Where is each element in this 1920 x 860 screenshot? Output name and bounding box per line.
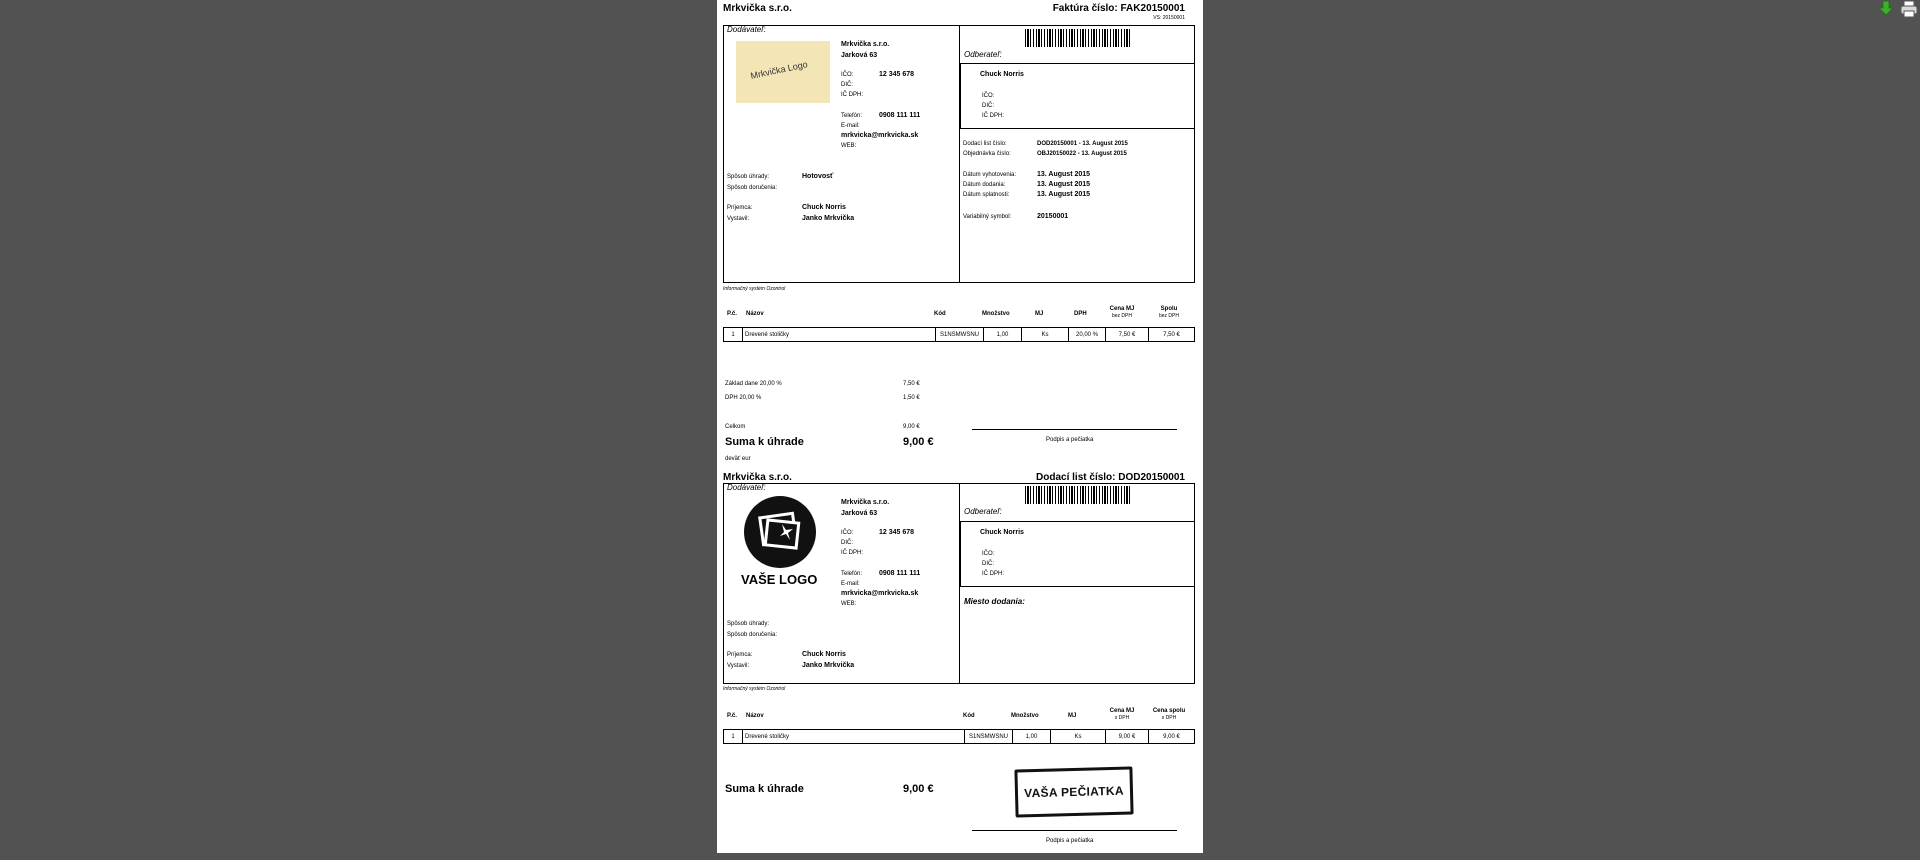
place-label: Miesto dodania: [964, 597, 1025, 606]
delivery-title: Dodací list číslo: DOD20150001 [1036, 472, 1185, 483]
issuer-label: Vystavil: [727, 216, 750, 222]
customer-name: Chuck Norris [980, 529, 1024, 536]
stamp [1014, 766, 1133, 817]
order-value: OBJ20150022 - 13. August 2015 [1037, 151, 1127, 157]
delivery-note-label: Dodací list číslo: [963, 141, 1007, 147]
cell-unit-price: 9,00 € [1105, 730, 1148, 743]
barcode [1025, 29, 1131, 47]
issuer-value: Janko Mrkvička [802, 215, 855, 222]
vs-value: 20150001 [1037, 213, 1069, 220]
cell-pc: 1 [731, 331, 735, 338]
invoice-company: Mrkvička s.r.o. [723, 3, 792, 14]
invoice-vs-small: VS: 20150001 [1153, 15, 1185, 21]
payment-value: Hotovosť [802, 173, 834, 180]
invoice-title: Faktúra číslo: FAK20150001 [1052, 3, 1185, 14]
sum-words: deväť eur [725, 456, 751, 462]
col-total: Spolu bez DPH [1158, 306, 1179, 319]
phone-label: Telefón: [841, 113, 863, 119]
cell-total: 7,50 € [1148, 328, 1194, 341]
vat-label: DPH 20,00 % [725, 395, 762, 401]
payment-label: Spôsob úhrady: [727, 621, 770, 627]
cell-vat: 20,00 % [1068, 328, 1105, 341]
col-code: Kód [963, 713, 975, 719]
receiver-value: Chuck Norris [802, 651, 846, 658]
download-icon[interactable] [1877, 0, 1895, 18]
supplier-street: Jarková 63 [841, 510, 878, 517]
cell-unit: Ks [1050, 730, 1105, 743]
col-pc: P.č. [727, 713, 737, 719]
sum-value: 9,00 € [903, 436, 934, 448]
stamp-text: VAŠA PEČIATKA [1023, 783, 1125, 801]
col-name: Názov [746, 311, 764, 317]
signature-label: Podpis a pečiatka [1046, 437, 1094, 443]
receiver-label: Príjemca: [727, 652, 753, 658]
tax-base-value: 7,50 € [903, 381, 920, 387]
cell-unit-price: 7,50 € [1105, 328, 1148, 341]
footer-note: Informačný systém Ozontrol [723, 286, 786, 292]
col-name: Názov [746, 713, 764, 719]
supplier-name: Mrkvička s.r.o. [841, 499, 890, 506]
delivery-method-label: Spôsob doručenia: [727, 632, 778, 638]
col-unit: MJ [1035, 311, 1044, 317]
print-icon[interactable] [1900, 0, 1918, 18]
cell-unit: Ks [1021, 328, 1068, 341]
cell-name: Drevené stoličky [742, 730, 964, 743]
col-pc: P.č. [727, 311, 737, 317]
col-vat: DPH [1074, 311, 1087, 317]
payment-label: Spôsob úhrady: [727, 174, 770, 180]
customer-dic-label: DIČ: [982, 561, 994, 567]
due-label: Dátum splatnosti: [963, 192, 1010, 198]
issued-value: 13. August 2015 [1037, 171, 1091, 178]
email-label: E-mail: [841, 581, 860, 587]
vs-label: Variabilný symbol: [963, 214, 1012, 220]
supplier-label: Dodávateľ: [727, 483, 766, 492]
delivery-company: Mrkvička s.r.o. [723, 472, 792, 483]
delivered-label: Dátum dodania: [963, 182, 1006, 188]
cell-name: Drevené stoličky [742, 328, 935, 341]
delivered-value: 13. August 2015 [1037, 181, 1091, 188]
email-value: mrkvicka@mrkvicka.sk [841, 590, 919, 597]
receiver-value: Chuck Norris [802, 204, 846, 211]
vat-value: 1,50 € [903, 395, 920, 401]
document-page [717, 0, 1203, 853]
customer-label: Odberateľ: [964, 507, 1002, 516]
issuer-value: Janko Mrkvička [802, 662, 855, 669]
signature-label: Podpis a pečiatka [1046, 838, 1094, 844]
customer-box [960, 63, 1195, 129]
signature-line [972, 830, 1177, 831]
ico-value: 12 345 678 [879, 71, 915, 78]
customer-icdph-label: IČ DPH: [982, 571, 1005, 577]
col-qty: Množstvo [982, 311, 1010, 317]
cell-qty: 1,00 [983, 328, 1021, 341]
phone-label: Telefón: [841, 571, 863, 577]
customer-name: Chuck Norris [980, 71, 1024, 78]
supplier-name: Mrkvička s.r.o. [841, 41, 890, 48]
camera-icon [733, 494, 827, 568]
col-unit-price: Cena MJ bez DPH [1109, 306, 1135, 319]
sum-value: 9,00 € [903, 783, 934, 795]
cell-total: 9,00 € [1148, 730, 1194, 743]
delivery-method-label: Spôsob doručenia: [727, 185, 778, 191]
total-value: 9,00 € [903, 424, 920, 430]
delivery-note-value: DOD20150001 - 13. August 2015 [1037, 141, 1128, 147]
col-unit-price: Cena MJ s DPH [1109, 708, 1135, 721]
ico-label: IČO: [841, 72, 854, 78]
email-value: mrkvicka@mrkvicka.sk [841, 132, 919, 139]
col-code: Kód [934, 311, 946, 317]
customer-ico-label: IČO: [982, 551, 995, 557]
issuer-label: Vystavil: [727, 663, 750, 669]
icdph-label: IČ DPH: [841, 550, 864, 556]
customer-ico-label: IČO: [982, 93, 995, 99]
col-total: Cena spolu s DPH [1152, 708, 1186, 721]
col-qty: Množstvo [1011, 713, 1039, 719]
cell-qty: 1,00 [1012, 730, 1050, 743]
ico-value: 12 345 678 [879, 529, 915, 536]
barcode [1025, 486, 1131, 504]
phone-value: 0908 111 111 [879, 570, 921, 577]
ico-label: IČO: [841, 530, 854, 536]
phone-value: 0908 111 111 [879, 112, 921, 119]
table-row [723, 327, 1195, 342]
dic-label: DIČ: [841, 540, 853, 546]
company-logo [736, 41, 830, 103]
cell-code: S1NSMWSNU [935, 328, 983, 341]
tax-base-label: Základ dane 20,00 % [725, 381, 782, 387]
supplier-label: Dodávateľ: [727, 25, 766, 34]
issued-label: Dátum vyhotovenia: [963, 172, 1017, 178]
table-row [723, 729, 1195, 744]
email-label: E-mail: [841, 123, 860, 129]
receiver-label: Príjemca: [727, 205, 753, 211]
customer-box [960, 521, 1195, 587]
signature-line [972, 429, 1177, 430]
icdph-label: IČ DPH: [841, 92, 864, 98]
dic-label: DIČ: [841, 82, 853, 88]
web-label: WEB: [841, 601, 857, 607]
cell-pc: 1 [731, 733, 735, 740]
sum-label: Suma k úhrade [725, 436, 804, 448]
logo-text: Mrkvička Logo [749, 59, 809, 81]
sum-label: Suma k úhrade [725, 783, 804, 795]
footer-note: Informačný systém Ozontrol [723, 686, 786, 692]
logo-text: VAŠE LOGO [741, 572, 818, 587]
placeholder-logo [733, 494, 827, 590]
web-label: WEB: [841, 143, 857, 149]
order-label: Objednávka číslo: [963, 151, 1011, 157]
cell-code: S1NSMWSNU [964, 730, 1012, 743]
due-value: 13. August 2015 [1037, 191, 1091, 198]
customer-label: Odberateľ: [964, 50, 1002, 59]
total-label: Celkom [725, 424, 746, 430]
customer-icdph-label: IČ DPH: [982, 113, 1005, 119]
supplier-street: Jarková 63 [841, 52, 878, 59]
col-unit: MJ [1068, 713, 1077, 719]
customer-dic-label: DIČ: [982, 103, 994, 109]
